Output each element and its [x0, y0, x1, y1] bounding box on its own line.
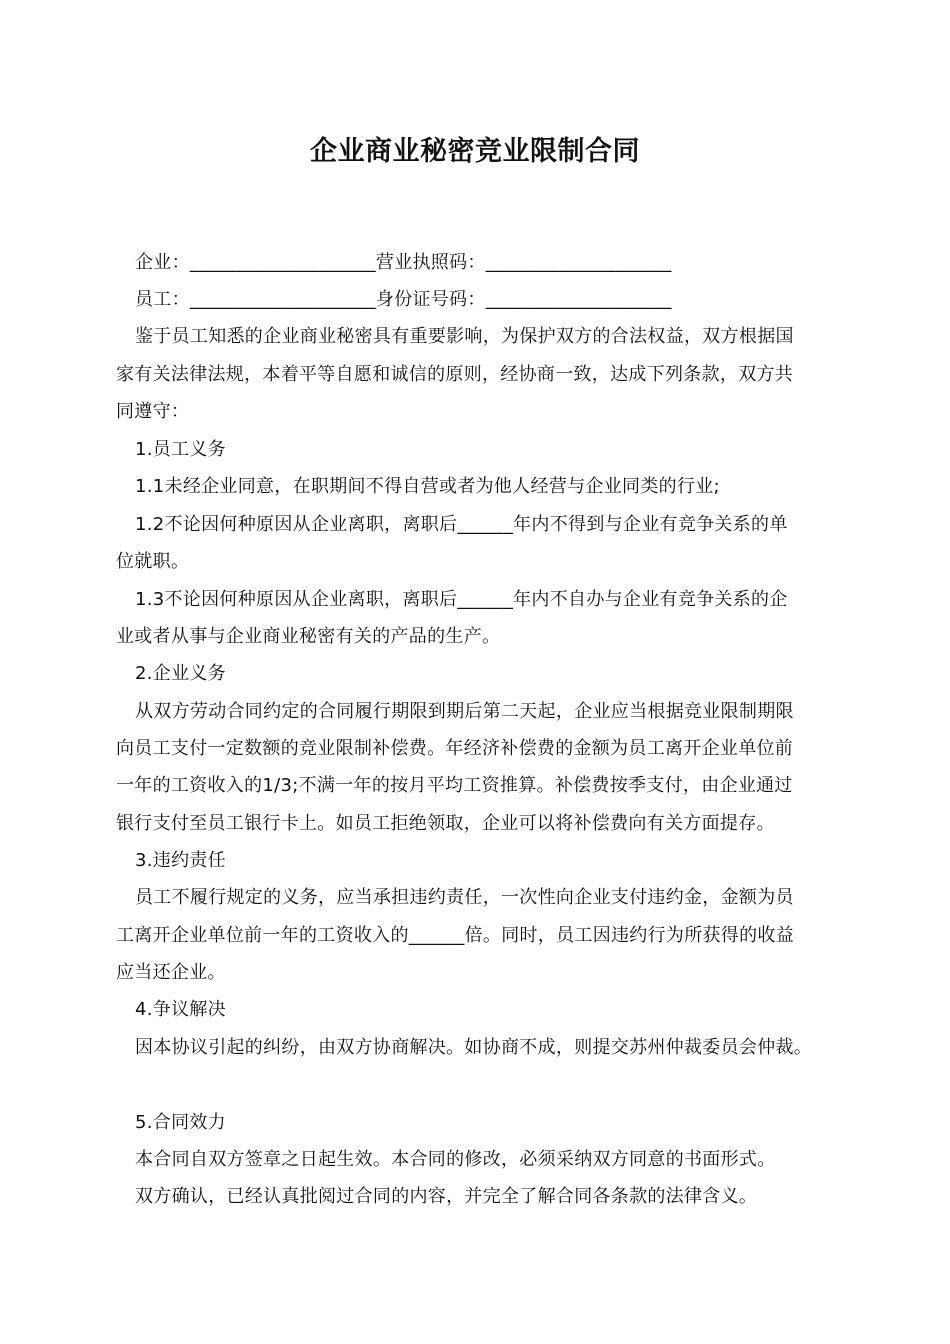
preamble-line: 鉴于员工知悉的企业商业秘密具有重要影响，为保护双方的合法权益，双方根据国	[135, 326, 794, 347]
clause-line: 双方确认，已经认真批阅过合同的内容，并完全了解合同各条款的法律含义。	[135, 1186, 758, 1207]
clause-line: 员工不履行规定的义务，应当承担违约责任，一次性向企业支付违约金，金额为员	[135, 887, 794, 908]
clause-line: 1.2不论因何种原因从企业离职，离职后______年内不得到与企业有竞争关系的单	[135, 514, 788, 535]
preamble-line: 同遵守：	[116, 401, 190, 422]
document-title: 企业商业秘密竞业限制合同	[310, 136, 640, 167]
clause-line: 1.3不论因何种原因从企业离职，离职后______年内不自办与企业有竞争关系的企	[135, 589, 788, 610]
clause-line: 一年的工资收入的1/3;不满一年的按月平均工资推算。补偿费按季支付，由企业通过	[116, 775, 793, 796]
section-heading: 2.企业义务	[135, 663, 226, 684]
clause-line: 从双方劳动合同约定的合同履行期限到期后第二天起，企业应当根据竞业限制期限	[135, 701, 794, 722]
clause-line: 银行支付至员工银行卡上。如员工拒绝领取，企业可以将补偿费向有关方面提存。	[116, 813, 775, 834]
clause-line: 业或者从事与企业商业秘密有关的产品的生产。	[116, 626, 501, 647]
company-field-line: 企业：____________________营业执照码：____________________	[135, 252, 672, 273]
section-heading: 5.合同效力	[135, 1112, 226, 1133]
section-heading: 3.违约责任	[135, 850, 226, 871]
clause-line: 工离开企业单位前一年的工资收入的______倍。同时，员工因违约行为所获得的收益	[116, 925, 794, 946]
section-heading: 4.争议解决	[135, 999, 226, 1020]
clause-line: 应当还企业。	[116, 962, 226, 983]
clause-line: 本合同自双方签章之日起生效。本合同的修改，必须采纳双方同意的书面形式。	[135, 1149, 776, 1170]
employee-field-line: 员工：____________________身份证号码：____________________	[135, 289, 672, 310]
section-heading: 1.员工义务	[135, 439, 226, 460]
clause-line: 1.1未经企业同意，在职期间不得自营或者为他人经营与企业同类的行业;	[135, 476, 720, 497]
clause-line: 因本协议引起的纠纷，由双方协商解决。如协商不成，则提交苏州仲裁委员会仲裁。	[135, 1037, 813, 1058]
preamble-line: 家有关法律法规，本着平等自愿和诚信的原则，经协商一致，达成下列条款，双方共	[116, 364, 794, 385]
clause-line: 向员工支付一定数额的竞业限制补偿费。年经济补偿费的金额为员工离开企业单位前	[116, 738, 794, 759]
clause-line: 位就职。	[116, 551, 190, 572]
